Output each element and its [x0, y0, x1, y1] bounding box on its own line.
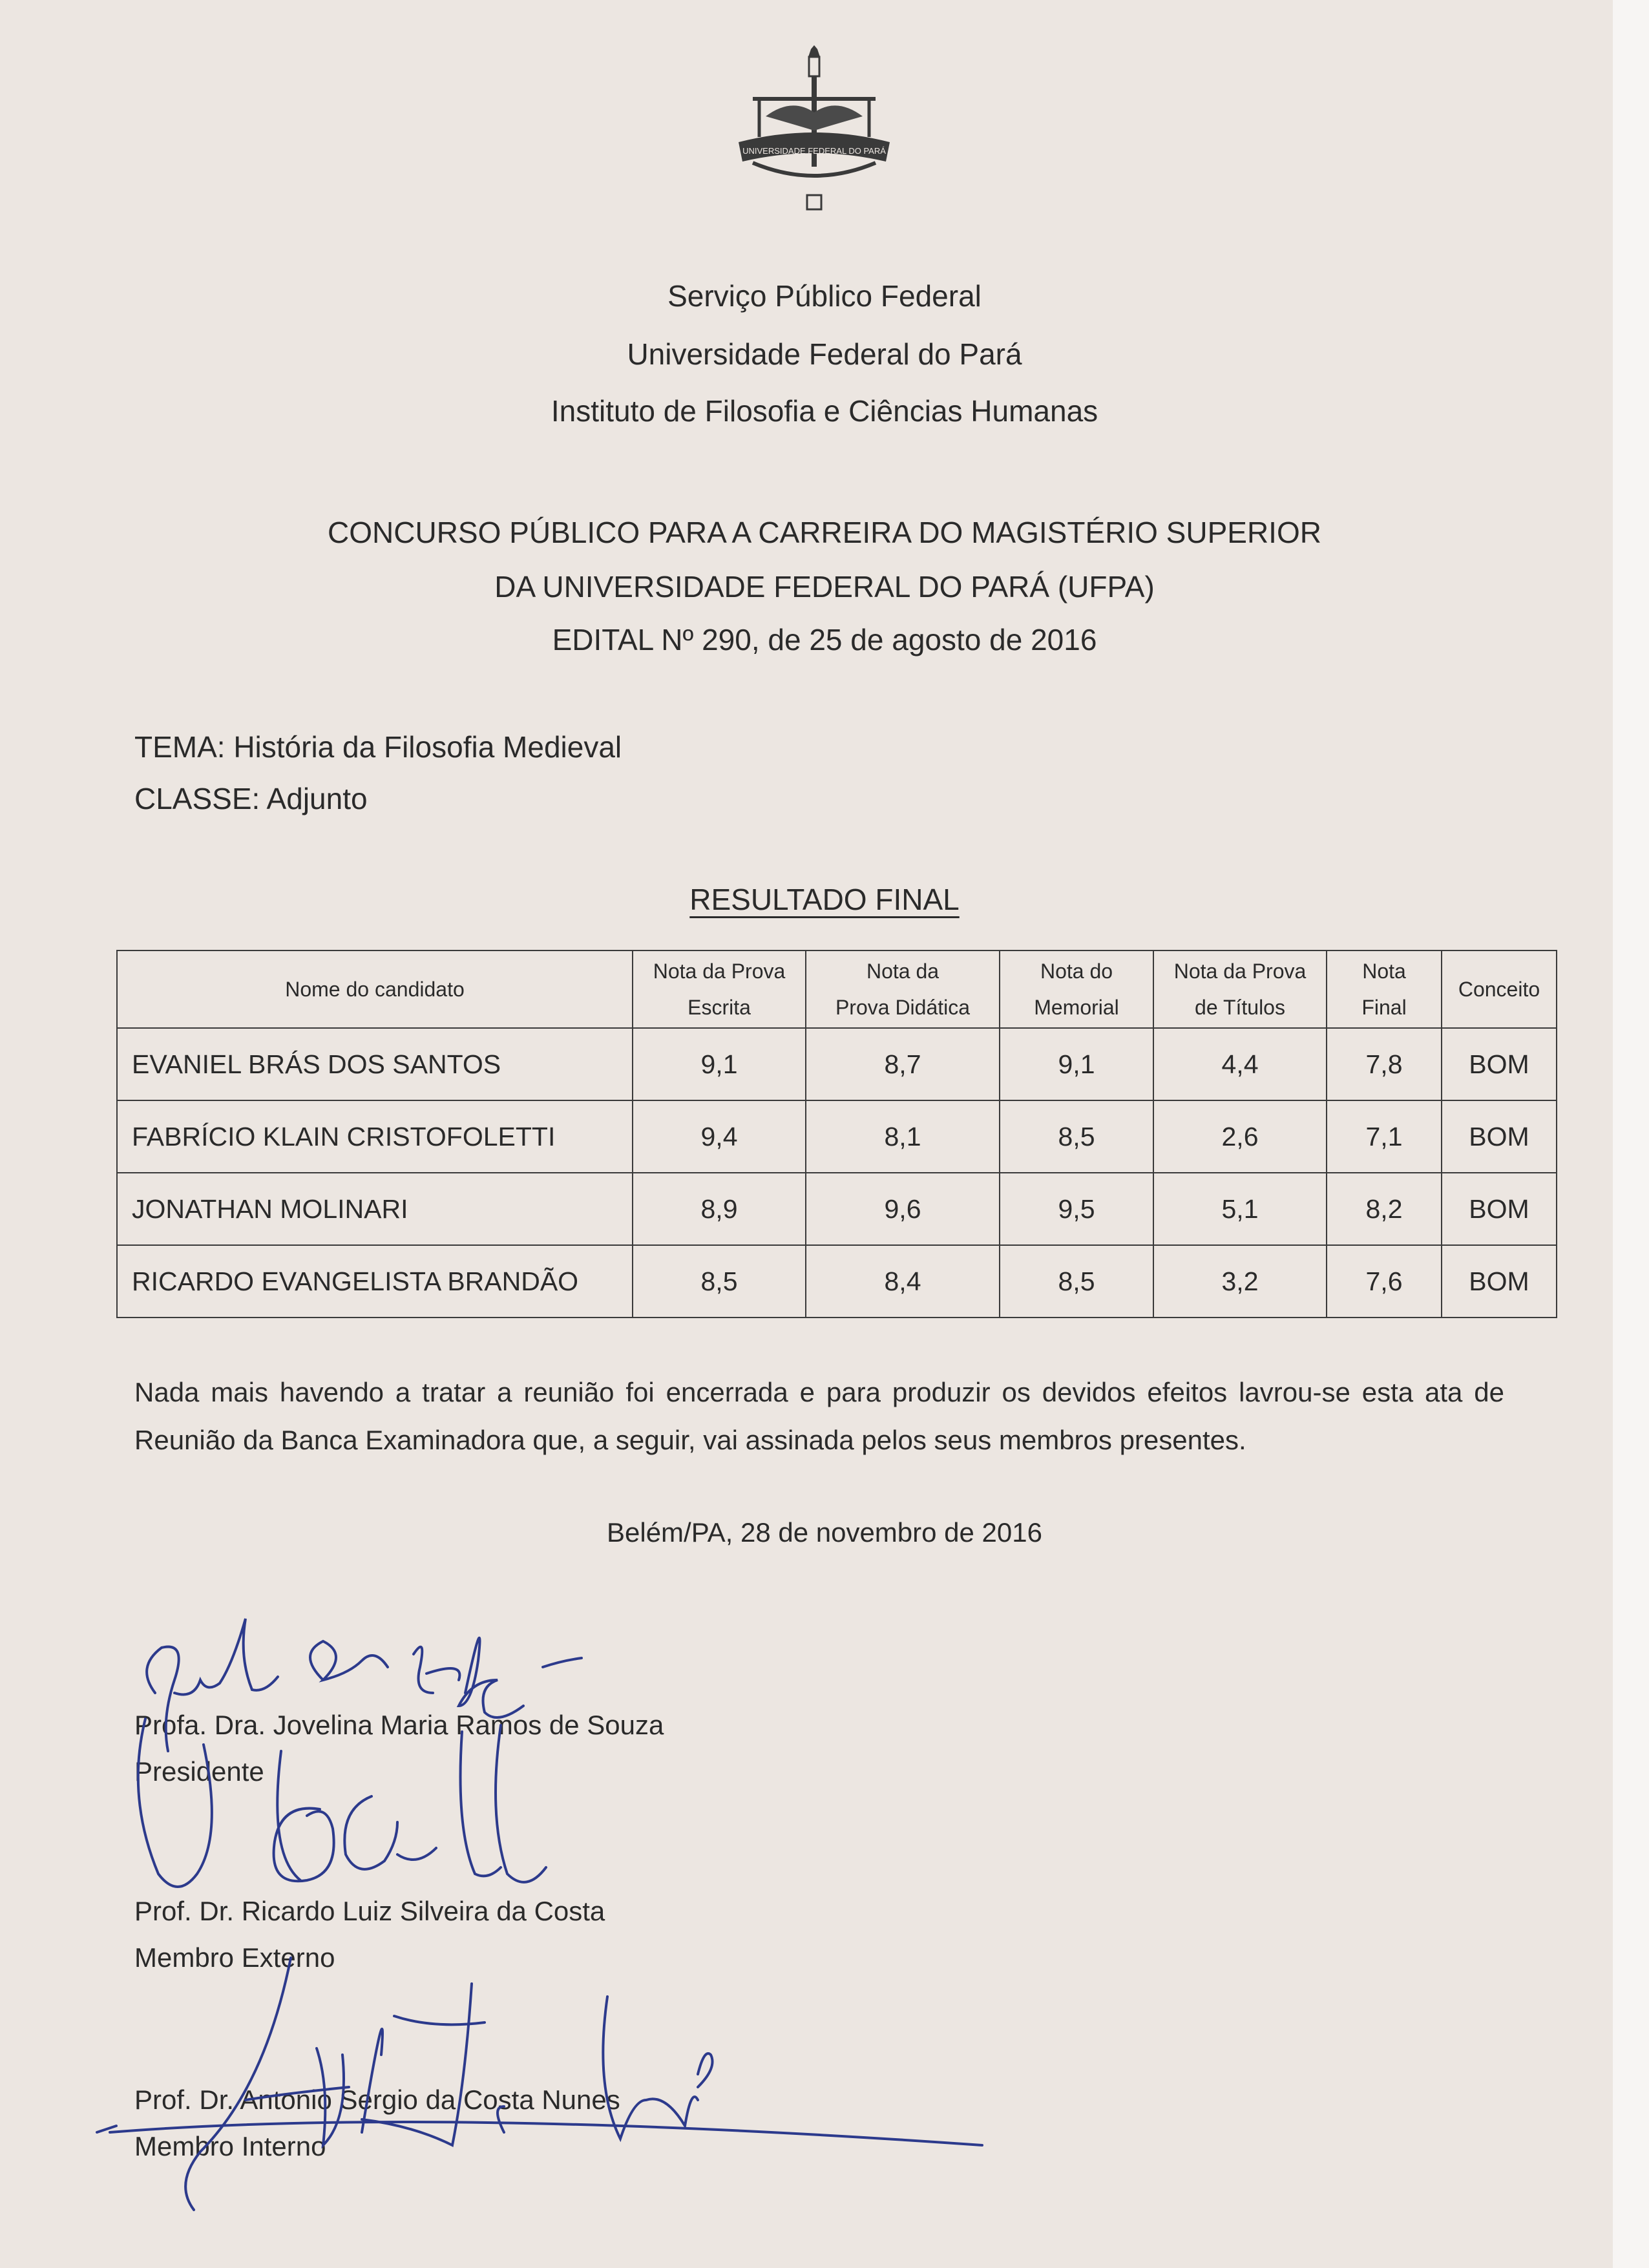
- table-row: [117, 1173, 1557, 1245]
- signatory-1-name: Profa. Dra. Jovelina Maria Ramos de Souza: [134, 1710, 664, 1740]
- concurso-line-1: CONCURSO PÚBLICO PARA A CARREIRA DO MAGISTÉRIO SUPERIOR: [328, 516, 1321, 549]
- header-line-3: Instituto de Filosofia e Ciências Humanas: [551, 394, 1098, 428]
- signatory-1-role: Presidente: [134, 1756, 264, 1787]
- score-final: 8,2: [1327, 1173, 1442, 1245]
- score-escrita: 8,9: [633, 1173, 806, 1245]
- header-titulos: Nota da Prova de Títulos: [1153, 950, 1327, 1028]
- header-prova-didatica: Nota da Prova Didática: [806, 950, 1000, 1028]
- closing-line-1: Nada mais havendo a tratar a reunião foi encerrada e para produzir os devidos efeitos lavrou-se esta ata de: [134, 1377, 1504, 1407]
- score-final: 7,1: [1327, 1100, 1442, 1173]
- results-table: [116, 950, 1557, 1318]
- conceito: BOM: [1442, 1173, 1557, 1245]
- header-conceito: Conceito: [1442, 950, 1557, 1028]
- score-titulos: 3,2: [1153, 1245, 1327, 1318]
- score-final: 7,8: [1327, 1028, 1442, 1100]
- seal-text: UNIVERSIDADE FEDERAL DO PARÁ: [742, 146, 886, 156]
- signatory-3-role: Membro Interno: [134, 2131, 326, 2161]
- signatory-2-role: Membro Externo: [134, 1942, 335, 1973]
- header-line-1: Serviço Público Federal: [667, 279, 982, 313]
- candidate-name: JONATHAN MOLINARI: [117, 1173, 633, 1245]
- conceito: BOM: [1442, 1100, 1557, 1173]
- signature-external-member: [126, 1706, 578, 1919]
- candidate-name: RICARDO EVANGELISTA BRANDÃO: [117, 1245, 633, 1318]
- signatory-3-name: Prof. Dr. Antonio Sergio da Costa Nunes: [134, 2084, 620, 2115]
- header-nota-final: Nota Final: [1327, 950, 1442, 1028]
- score-memorial: 8,5: [1000, 1100, 1153, 1173]
- tema-line: TEMA: História da Filosofia Medieval: [134, 730, 622, 764]
- score-didatica: 8,1: [806, 1100, 1000, 1173]
- conceito: BOM: [1442, 1245, 1557, 1318]
- score-titulos: 4,4: [1153, 1028, 1327, 1100]
- score-titulos: 5,1: [1153, 1173, 1327, 1245]
- university-seal-icon: [733, 45, 895, 213]
- closing-line-2: Reunião da Banca Examinadora que, a seguir, vai assinada pelos seus membros presentes.: [134, 1425, 1246, 1455]
- document-date: Belém/PA, 28 de novembro de 2016: [607, 1517, 1042, 1548]
- score-escrita: 9,1: [633, 1028, 806, 1100]
- classe-line: CLASSE: Adjunto: [134, 782, 368, 815]
- score-titulos: 2,6: [1153, 1100, 1327, 1173]
- score-escrita: 9,4: [633, 1100, 806, 1173]
- score-final: 7,6: [1327, 1245, 1442, 1318]
- signatory-2-name: Prof. Dr. Ricardo Luiz Silveira da Costa: [134, 1896, 605, 1926]
- table-row: [117, 1028, 1557, 1100]
- score-memorial: 8,5: [1000, 1245, 1153, 1318]
- header-memorial: Nota do Memorial: [1000, 950, 1153, 1028]
- header-prova-escrita: Nota da Prova Escrita: [633, 950, 806, 1028]
- score-didatica: 9,6: [806, 1173, 1000, 1245]
- concurso-line-2: DA UNIVERSIDADE FEDERAL DO PARÁ (UFPA): [494, 570, 1155, 604]
- candidate-name: FABRÍCIO KLAIN CRISTOFOLETTI: [117, 1100, 633, 1173]
- score-escrita: 8,5: [633, 1245, 806, 1318]
- score-didatica: 8,4: [806, 1245, 1000, 1318]
- header-line-2: Universidade Federal do Pará: [627, 337, 1022, 371]
- conceito: BOM: [1442, 1028, 1557, 1100]
- header-candidate: Nome do candidato: [117, 950, 633, 1028]
- score-memorial: 9,1: [1000, 1028, 1153, 1100]
- candidate-name: EVANIEL BRÁS DOS SANTOS: [117, 1028, 633, 1100]
- table-row: [117, 1100, 1557, 1173]
- table-header-row: [117, 950, 1557, 1028]
- result-title: RESULTADO FINAL: [689, 883, 960, 916]
- signature-internal-member: [90, 1938, 995, 2210]
- score-didatica: 8,7: [806, 1028, 1000, 1100]
- closing-paragraph: [134, 1369, 1504, 1464]
- table-row: [117, 1245, 1557, 1318]
- edital-line: EDITAL Nº 290, de 25 de agosto de 2016: [552, 623, 1097, 656]
- score-memorial: 9,5: [1000, 1173, 1153, 1245]
